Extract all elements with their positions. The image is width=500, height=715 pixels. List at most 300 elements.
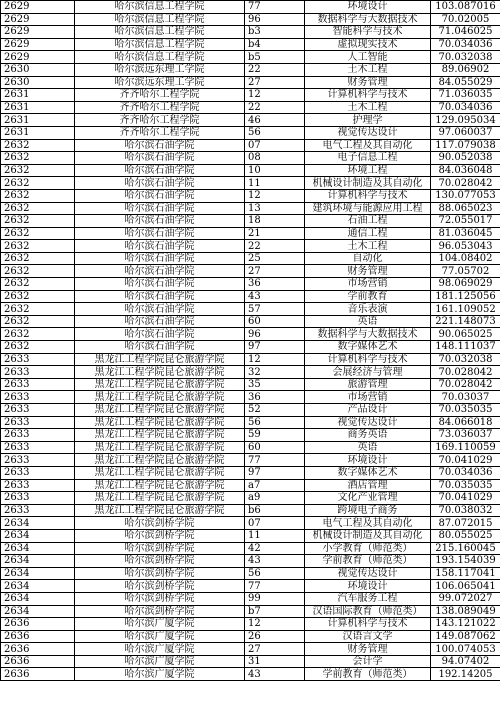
table-row [1,668,500,681]
school-code-cell: 2629 [1,13,75,26]
major-name-cell: 旅游管理 [305,378,431,391]
score-cell: 70.028042 [431,177,500,190]
table-row [1,529,500,542]
school-name-cell: 哈尔滨剑桥学院 [75,605,245,618]
major-name-cell: 汉语国际教育（师范类） [305,605,431,618]
school-name-cell: 哈尔滨广厦学院 [75,643,245,656]
score-cell: 158.117041 [431,567,500,580]
major-code-cell: b3 [245,26,305,39]
school-code-cell: 2630 [1,63,75,76]
table-row [1,215,500,228]
major-name-cell: 计算机科学与技术 [305,89,431,102]
major-name-cell: 自动化 [305,252,431,265]
major-code-cell: 11 [245,529,305,542]
score-cell: 80.055025 [431,529,500,542]
major-code-cell: 12 [245,353,305,366]
school-code-cell: 2636 [1,618,75,631]
major-code-cell: 60 [245,441,305,454]
major-code-cell: 43 [245,668,305,681]
score-cell: 143.121022 [431,618,500,631]
major-code-cell: 36 [245,278,305,291]
score-cell: 87.072015 [431,517,500,530]
school-name-cell: 齐齐哈尔工程学院 [75,101,245,114]
score-cell: 84.066018 [431,416,500,429]
major-name-cell: 汽车服务工程 [305,592,431,605]
major-code-cell: b5 [245,51,305,64]
school-name-cell: 哈尔滨石油学院 [75,278,245,291]
major-name-cell: 汉语言文学 [305,630,431,643]
school-name-cell: 哈尔滨剑桥学院 [75,555,245,568]
score-cell: 193.154039 [431,555,500,568]
score-cell: 70.02005 [431,13,500,26]
major-code-cell: 97 [245,341,305,354]
score-cell: 70.032038 [431,353,500,366]
school-name-cell: 黑龙江工程学院昆仑旅游学院 [75,404,245,417]
major-name-cell: 环境设计 [305,454,431,467]
score-cell: 90.065025 [431,328,500,341]
major-name-cell: 数据科学与大数据技术 [305,13,431,26]
school-code-cell: 2630 [1,76,75,89]
table-row [1,202,500,215]
school-code-cell: 2629 [1,26,75,39]
school-code-cell: 2634 [1,567,75,580]
score-cell: 104.08402 [431,252,500,265]
school-name-cell: 哈尔滨信息工程学院 [75,13,245,26]
table-row [1,618,500,631]
major-name-cell: 土木工程 [305,240,431,253]
school-code-cell: 2633 [1,479,75,492]
major-name-cell: 计算机科学与技术 [305,353,431,366]
school-code-cell: 2632 [1,177,75,190]
major-name-cell: 市场营销 [305,391,431,404]
school-name-cell: 哈尔滨石油学院 [75,341,245,354]
major-code-cell: 56 [245,567,305,580]
school-name-cell: 黑龙江工程学院昆仑旅游学院 [75,353,245,366]
school-code-cell: 2634 [1,555,75,568]
major-code-cell: 18 [245,215,305,228]
school-code-cell: 2632 [1,315,75,328]
major-code-cell: 07 [245,517,305,530]
table-row [1,38,500,51]
school-name-cell: 哈尔滨信息工程学院 [75,26,245,39]
major-name-cell: 通信工程 [305,227,431,240]
major-code-cell: 35 [245,378,305,391]
table-row [1,605,500,618]
school-name-cell: 哈尔滨石油学院 [75,215,245,228]
score-cell: 70.034036 [431,38,500,51]
table-row [1,152,500,165]
table-row [1,1,500,14]
major-code-cell: 27 [245,265,305,278]
score-cell: 88.065023 [431,202,500,215]
major-name-cell: 计算机科学与技术 [305,189,431,202]
school-name-cell: 哈尔滨广厦学院 [75,655,245,668]
table-row [1,492,500,505]
school-code-cell: 2636 [1,668,75,681]
table-row [1,504,500,517]
table-row [1,114,500,127]
school-code-cell: 2632 [1,164,75,177]
table-row [1,76,500,89]
table-row [1,391,500,404]
major-name-cell: 土木工程 [305,63,431,76]
major-name-cell: 财务管理 [305,265,431,278]
table-row [1,378,500,391]
school-code-cell: 2634 [1,529,75,542]
major-code-cell: 08 [245,152,305,165]
major-code-cell: 57 [245,303,305,316]
school-code-cell: 2634 [1,542,75,555]
table-row [1,517,500,530]
major-code-cell: 52 [245,404,305,417]
school-name-cell: 哈尔滨石油学院 [75,290,245,303]
major-code-cell: b6 [245,504,305,517]
major-name-cell: 音乐表演 [305,303,431,316]
table-row [1,341,500,354]
major-code-cell: 22 [245,63,305,76]
major-code-cell: 42 [245,542,305,555]
school-name-cell: 黑龙江工程学院昆仑旅游学院 [75,479,245,492]
school-name-cell: 哈尔滨石油学院 [75,303,245,316]
school-code-cell: 2636 [1,655,75,668]
major-code-cell: 43 [245,555,305,568]
major-name-cell: 文化产业管理 [305,492,431,505]
score-cell: 103.087016 [431,1,500,14]
school-name-cell: 哈尔滨剑桥学院 [75,580,245,593]
score-cell: 221.148073 [431,315,500,328]
school-code-cell: 2631 [1,114,75,127]
major-name-cell: 财务管理 [305,76,431,89]
score-cell: 70.034036 [431,466,500,479]
major-code-cell: 59 [245,429,305,442]
school-name-cell: 黑龙江工程学院昆仑旅游学院 [75,416,245,429]
score-cell: 148.111037 [431,341,500,354]
table-row [1,441,500,454]
school-code-cell: 2631 [1,89,75,102]
major-name-cell: 石油工程 [305,215,431,228]
school-name-cell: 哈尔滨远东理工学院 [75,76,245,89]
score-cell: 129.095034 [431,114,500,127]
table-row [1,542,500,555]
school-name-cell: 哈尔滨石油学院 [75,139,245,152]
school-code-cell: 2634 [1,592,75,605]
table-row [1,643,500,656]
school-code-cell: 2632 [1,139,75,152]
major-name-cell: 数字媒体艺术 [305,341,431,354]
school-name-cell: 哈尔滨石油学院 [75,328,245,341]
table-row [1,315,500,328]
major-name-cell: 视觉传达设计 [305,126,431,139]
major-name-cell: 视觉传达设计 [305,416,431,429]
score-cell: 71.036035 [431,89,500,102]
table-row [1,592,500,605]
school-name-cell: 哈尔滨石油学院 [75,315,245,328]
major-code-cell: 60 [245,315,305,328]
school-code-cell: 2634 [1,605,75,618]
score-cell: 84.036048 [431,164,500,177]
major-code-cell: 56 [245,126,305,139]
major-code-cell: 07 [245,139,305,152]
school-name-cell: 哈尔滨石油学院 [75,177,245,190]
major-code-cell: 11 [245,177,305,190]
major-name-cell: 市场营销 [305,278,431,291]
school-name-cell: 哈尔滨石油学院 [75,240,245,253]
school-name-cell: 哈尔滨石油学院 [75,164,245,177]
major-code-cell: 12 [245,618,305,631]
score-cell: 138.089049 [431,605,500,618]
table-row [1,479,500,492]
score-cell: 100.074053 [431,643,500,656]
score-cell: 71.046025 [431,26,500,39]
school-name-cell: 哈尔滨剑桥学院 [75,567,245,580]
school-name-cell: 哈尔滨剑桥学院 [75,529,245,542]
major-code-cell: 25 [245,252,305,265]
major-name-cell: 财务管理 [305,643,431,656]
school-code-cell: 2632 [1,290,75,303]
score-cell: 70.034036 [431,101,500,114]
school-name-cell: 哈尔滨石油学院 [75,227,245,240]
score-cell: 98.069029 [431,278,500,291]
school-code-cell: 2633 [1,366,75,379]
table-row [1,51,500,64]
school-code-cell: 2632 [1,227,75,240]
score-cell: 181.125056 [431,290,500,303]
major-name-cell: 土木工程 [305,101,431,114]
table-row [1,227,500,240]
score-cell: 89.06902 [431,63,500,76]
school-name-cell: 哈尔滨剑桥学院 [75,542,245,555]
school-name-cell: 哈尔滨剑桥学院 [75,517,245,530]
score-cell: 192.14205 [431,668,500,681]
major-code-cell: a9 [245,492,305,505]
table-row [1,303,500,316]
table-row [1,655,500,668]
table-row [1,328,500,341]
school-name-cell: 哈尔滨信息工程学院 [75,1,245,14]
major-code-cell: 13 [245,202,305,215]
school-name-cell: 哈尔滨广厦学院 [75,630,245,643]
table-row [1,177,500,190]
school-code-cell: 2632 [1,265,75,278]
score-cell: 117.079038 [431,139,500,152]
school-name-cell: 哈尔滨石油学院 [75,265,245,278]
school-name-cell: 黑龙江工程学院昆仑旅游学院 [75,429,245,442]
major-code-cell: 12 [245,89,305,102]
score-cell: 70.035035 [431,404,500,417]
table-row [1,454,500,467]
school-code-cell: 2632 [1,240,75,253]
table-row [1,404,500,417]
major-code-cell: a7 [245,479,305,492]
table-row [1,189,500,202]
table-row [1,353,500,366]
major-name-cell: 电气工程及其自动化 [305,139,431,152]
table-row [1,630,500,643]
school-code-cell: 2632 [1,152,75,165]
school-code-cell: 2633 [1,504,75,517]
table-row [1,290,500,303]
score-cell: 70.038032 [431,504,500,517]
school-code-cell: 2634 [1,580,75,593]
school-code-cell: 2633 [1,454,75,467]
major-name-cell: 商务英语 [305,429,431,442]
score-cell: 70.041029 [431,492,500,505]
major-name-cell: 建筑环境与能源应用工程 [305,202,431,215]
major-name-cell: 机械设计制造及其自动化 [305,529,431,542]
major-code-cell: 22 [245,240,305,253]
major-name-cell: 人工智能 [305,51,431,64]
major-code-cell: 27 [245,76,305,89]
table-row [1,63,500,76]
score-cell: 77.05702 [431,265,500,278]
table-body [1,1,500,681]
score-cell: 72.055017 [431,215,500,228]
table-row [1,240,500,253]
school-name-cell: 黑龙江工程学院昆仑旅游学院 [75,466,245,479]
score-cell: 161.109052 [431,303,500,316]
school-code-cell: 2632 [1,189,75,202]
school-code-cell: 2633 [1,492,75,505]
school-name-cell: 黑龙江工程学院昆仑旅游学院 [75,441,245,454]
school-name-cell: 哈尔滨广厦学院 [75,618,245,631]
table-row [1,366,500,379]
score-cell: 90.052038 [431,152,500,165]
school-code-cell: 2629 [1,1,75,14]
school-code-cell: 2636 [1,643,75,656]
school-code-cell: 2633 [1,416,75,429]
score-cell: 73.036037 [431,429,500,442]
major-name-cell: 环境设计 [305,580,431,593]
major-code-cell: 21 [245,227,305,240]
major-name-cell: 学前教育 [305,290,431,303]
school-name-cell: 哈尔滨石油学院 [75,252,245,265]
table-row [1,416,500,429]
score-cell: 70.041029 [431,454,500,467]
major-name-cell: 电子信息工程 [305,152,431,165]
score-cell: 97.060037 [431,126,500,139]
score-cell: 94.07402 [431,655,500,668]
table-row [1,13,500,26]
school-name-cell: 齐齐哈尔工程学院 [75,126,245,139]
school-name-cell: 黑龙江工程学院昆仑旅游学院 [75,454,245,467]
score-cell: 70.028042 [431,378,500,391]
major-name-cell: 机械设计制造及其自动化 [305,177,431,190]
school-name-cell: 哈尔滨石油学院 [75,189,245,202]
table-row [1,265,500,278]
major-name-cell: 智能科学与技术 [305,26,431,39]
major-name-cell: 虚拟现实技术 [305,38,431,51]
school-name-cell: 黑龙江工程学院昆仑旅游学院 [75,366,245,379]
school-code-cell: 2631 [1,126,75,139]
school-name-cell: 黑龙江工程学院昆仑旅游学院 [75,391,245,404]
major-code-cell: 12 [245,189,305,202]
major-code-cell: 10 [245,164,305,177]
table-row [1,89,500,102]
school-code-cell: 2632 [1,278,75,291]
score-cell: 99.072027 [431,592,500,605]
major-name-cell: 跨境电子商务 [305,504,431,517]
major-code-cell: 77 [245,454,305,467]
table-row [1,101,500,114]
table-row [1,126,500,139]
major-name-cell: 护理学 [305,114,431,127]
score-cell: 215.160045 [431,542,500,555]
major-name-cell: 数字媒体艺术 [305,466,431,479]
major-code-cell: 32 [245,366,305,379]
school-name-cell: 哈尔滨石油学院 [75,202,245,215]
score-cell: 81.036045 [431,227,500,240]
table-row [1,580,500,593]
school-code-cell: 2633 [1,441,75,454]
major-name-cell: 电气工程及其自动化 [305,517,431,530]
major-name-cell: 计算机科学与技术 [305,618,431,631]
score-cell: 149.087062 [431,630,500,643]
major-name-cell: 英语 [305,315,431,328]
school-name-cell: 黑龙江工程学院昆仑旅游学院 [75,504,245,517]
major-name-cell: 环境设计 [305,1,431,14]
major-name-cell: 英语 [305,441,431,454]
table-row [1,567,500,580]
score-cell: 96.053043 [431,240,500,253]
major-code-cell: 99 [245,592,305,605]
major-code-cell: 43 [245,290,305,303]
school-code-cell: 2633 [1,404,75,417]
school-name-cell: 哈尔滨信息工程学院 [75,51,245,64]
table-row [1,555,500,568]
table-row [1,164,500,177]
school-code-cell: 2634 [1,517,75,530]
school-name-cell: 哈尔滨信息工程学院 [75,38,245,51]
table-row [1,139,500,152]
school-name-cell: 哈尔滨剑桥学院 [75,592,245,605]
major-name-cell: 会展经济与管理 [305,366,431,379]
major-code-cell: b4 [245,38,305,51]
school-code-cell: 2629 [1,51,75,64]
school-name-cell: 齐齐哈尔工程学院 [75,114,245,127]
school-code-cell: 2632 [1,202,75,215]
major-name-cell: 视觉传达设计 [305,567,431,580]
major-name-cell: 小学教育（师范类） [305,542,431,555]
score-cell: 70.035035 [431,479,500,492]
major-code-cell: 96 [245,328,305,341]
school-code-cell: 2629 [1,38,75,51]
school-code-cell: 2636 [1,630,75,643]
school-code-cell: 2633 [1,429,75,442]
school-code-cell: 2631 [1,101,75,114]
major-code-cell: 77 [245,1,305,14]
school-code-cell: 2633 [1,353,75,366]
major-name-cell: 产品设计 [305,404,431,417]
major-code-cell: 31 [245,655,305,668]
table-row [1,429,500,442]
major-code-cell: 97 [245,466,305,479]
school-code-cell: 2633 [1,466,75,479]
school-code-cell: 2633 [1,391,75,404]
school-name-cell: 哈尔滨远东理工学院 [75,63,245,76]
major-code-cell: 56 [245,416,305,429]
score-cell: 130.077053 [431,189,500,202]
major-name-cell: 学前教育（师范类） [305,668,431,681]
school-code-cell: 2632 [1,328,75,341]
major-name-cell: 酒店管理 [305,479,431,492]
major-code-cell: 22 [245,101,305,114]
major-code-cell: 46 [245,114,305,127]
major-name-cell: 数据科学与大数据技术 [305,328,431,341]
score-cell: 84.055029 [431,76,500,89]
school-name-cell: 哈尔滨广厦学院 [75,668,245,681]
table-row [1,252,500,265]
major-code-cell: 27 [245,643,305,656]
